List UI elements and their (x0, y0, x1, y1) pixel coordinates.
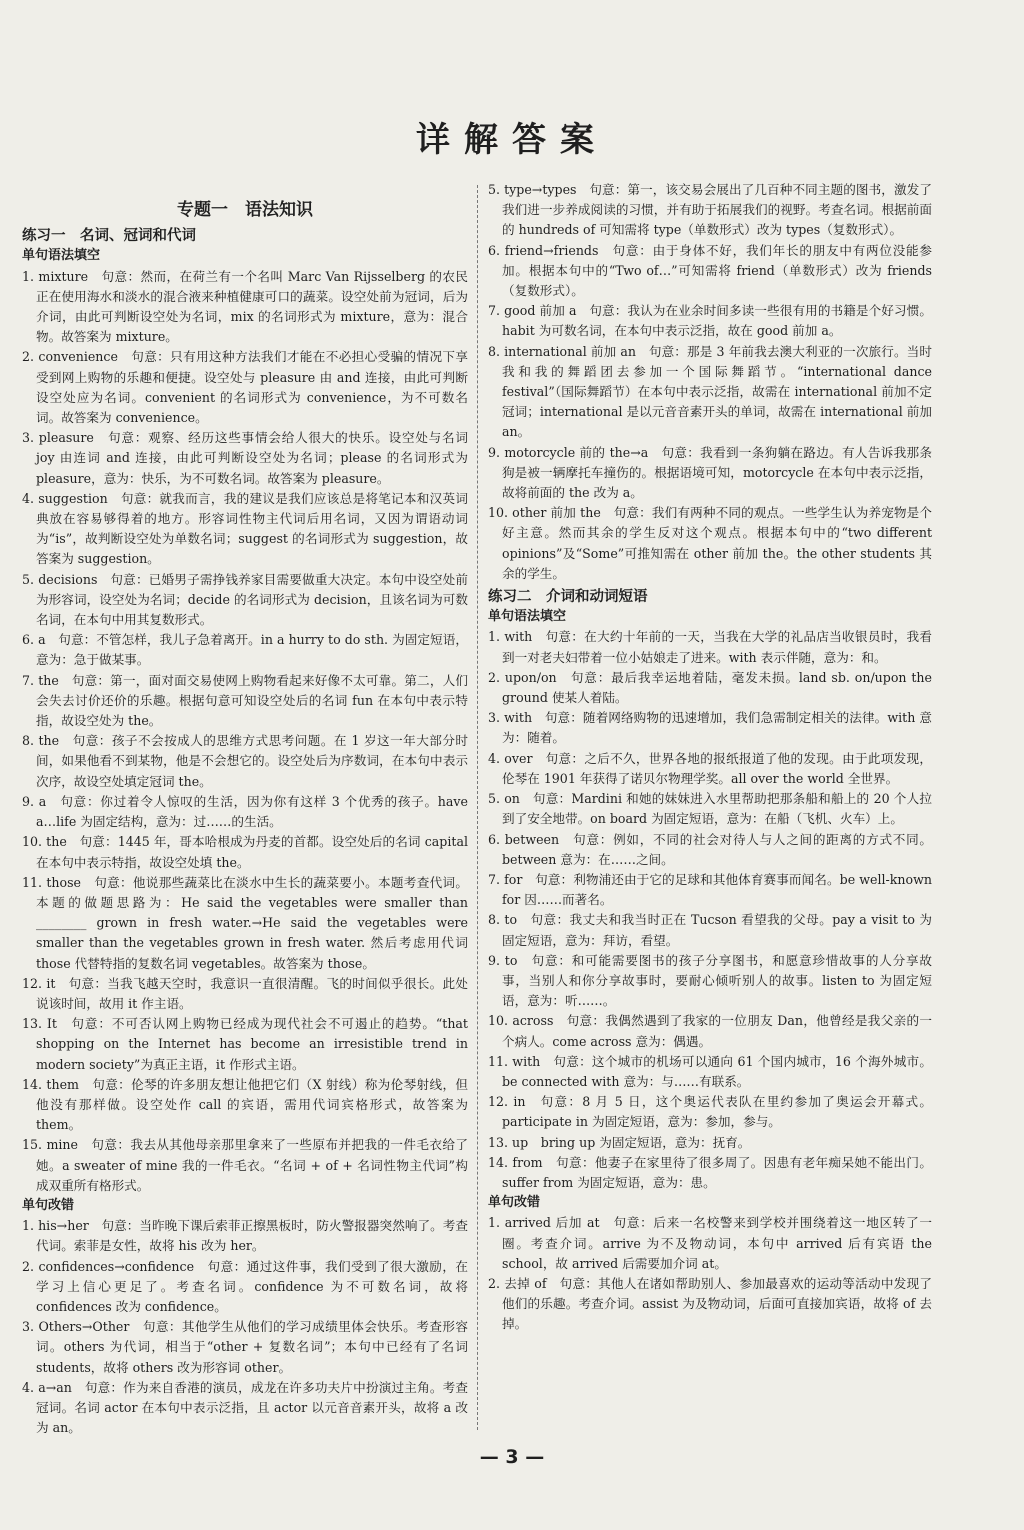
answer-item: 9. to 句意：和可能需要图书的孩子分享图书，和愿意珍惜故事的人分享故事，当别人和你分享故事时，要耐心倾听别人的故事。listen to 为固定短语，意为：听……。 (488, 952, 932, 1009)
exercise-one-title: 练习一 名词、冠词和代词 (22, 228, 196, 245)
exercise-two-title: 练习二 介词和动词短语 (488, 589, 648, 606)
answer-item: 1. mixture 句意：然而，在荷兰有一个名叫 Marc Van Rijsselberg 的农民正在使用海水和淡水的混合液来种植健康可口的蔬菜。设空处前为冠词，后为介词，由此可判断设空处为名词，mix 的名词形式为 mixture，意为：混合物。故答案为 mixture。 (22, 268, 468, 345)
answer-item: 8. international 前加 an 句意：那是 3 年前我去澳大利亚的一次旅行。当时我和我的舞蹈团去参加一个国际舞蹈节。“international dance festival”（国际舞蹈节）在本句中表示泛指，故需在 international 前加不定冠词；international 是以元音音素开头的单词，故需在 international 前加 an。 (488, 343, 932, 440)
answer-item: 10. other 前加 the 句意：我们有两种不同的观点。一些学生认为养宠物是个好主意。然而其余的学生反对这个观点。根据本句中的“two different opinions”及“Some”可推知需在 other 前加 the。the other students 其余的学生。 (488, 505, 932, 581)
answer-item: 11. with 句意：这个城市的机场可以通向 61 个国内城市，16 个海外城市。be connected with 意为：与……有联系。 (488, 1053, 932, 1089)
answer-item: 6. between 句意：例如，不同的社会对待人与人之间的距离的方式不同。between 意为：在……之间。 (488, 831, 932, 867)
answer-item: 3. Others→Other 句意：其他学生从他们的学习成绩里体会快乐。考查形容词。others 为代词，相当于“other + 复数名词”；本句中已经有了名词 students，故将 others 改为形容词 other。 (22, 1319, 468, 1375)
column-divider (477, 185, 478, 1430)
answer-item: 5. type→types 句意：第一，该交易会展出了几百种不同主题的图书，激发了我们进一步养成阅读的习惯，并有助于拓展我们的视野。考查名词。根据前面的 hundreds of 可知需将 type（单数形式）改为 types（复数形式）。 (488, 182, 932, 238)
answer-item: 3. pleasure 句意：观察、经历这些事情会给人很大的快乐。设空处与名词 joy 由连词 and 连接，由此可判断设空处为名词；please 的名词形式为 pleasure，意为：快乐，为不可数名词。故答案为 pleasure。 (22, 430, 468, 486)
answer-item: 13. up bring up 为固定短语，意为：抚育。 (488, 1134, 751, 1150)
answer-item: 10. across 句意：我偶然遇到了我家的一位朋友 Dan，他曾经是我父亲的一个病人。come across 意为：偶遇。 (488, 1013, 932, 1049)
correction-heading: 单句改错 (488, 1195, 541, 1211)
answer-item: 9. motorcycle 前的 the→a 句意：我看到一条狗躺在路边。有人告诉我那条狗是被一辆摩托车撞伤的。根据语境可知，motorcycle 在本句中表示泛指，故将前面的 the 改为 a。 (488, 444, 932, 501)
answer-item: 3. with 句意：随着网络购物的迅速增加，我们急需制定相关的法律。with 意为：随着。 (488, 710, 932, 746)
answer-item: 1. his→her 句意：当昨晚下课后索菲正擦黑板时，防火警报器突然响了。考查代词。索菲是女性，故将 his 改为 her。 (22, 1218, 468, 1254)
answer-item: 12. it 句意：当我飞越天空时，我意识一直很清醒。飞的时间似乎很长。此处说该时间，故用 it 作主语。 (22, 975, 468, 1011)
fill-blank-list (488, 627, 932, 1193)
answer-item: 4. over 句意：之后不久，世界各地的报纸报道了他的发现。由于此项发现，伦琴在 1901 年获得了诺贝尔物理学奖。all over the world 全世界。 (488, 750, 932, 786)
right-column (488, 180, 932, 1335)
answer-item: 7. the 句意：第一，面对面交易使网上购物看起来好像不太可靠。第二，人们会失去讨价还价的乐趣。根据句意可知设空处后的名词 fun 在本句中表示特指，故设空处为 the。 (22, 672, 468, 729)
answer-item: 10. the 句意：1445 年，哥本哈根成为丹麦的首都。设空处后的名词 capital 在本句中表示特指，故设空处填 the。 (22, 834, 468, 870)
answer-item: 2. upon/on 句意：最后我幸运地着陆，毫发未损。land sb. on/upon the ground 使某人着陆。 (488, 669, 932, 706)
answer-item: 13. It 句意：不可否认网上购物已经成为现代社会不可遏止的趋势。“that shopping on the Internet has become an irresistible trend in modern society”为真正主语，it 作形式主语。 (22, 1016, 468, 1072)
answer-item: 7. for 句意：利物浦还由于它的足球和其他体育赛事而闻名。be well-known for 因……而著名。 (488, 871, 932, 908)
answer-item: 14. from 句意：他妻子在家里待了很多周了。因患有老年痴呆她不能出门。suffer from 为固定短语，意为：患。 (488, 1154, 932, 1190)
answer-item: 2. 去掉 of 句意：其他人在诸如帮助别人、参加最喜欢的运动等活动中发现了他们的乐趣。考查介词。assist 为及物动词，后面可直接加宾语，故将 of 去掉。 (488, 1275, 932, 1332)
answer-item: 4. a→an 句意：作为来自香港的演员，成龙在许多功夫片中扮演过主角。考查冠词。名词 actor 在本句中表示泛指，且 actor 以元音音素开头，故将 a 改为 an。 (22, 1379, 468, 1436)
answer-item: 6. friend→friends 句意：由于身体不好，我们年长的朋友中有两位没能参加。根据本句中的“Two of…”可知需将 friend（单数形式）改为 friends（复数形式）。 (488, 242, 932, 299)
answer-item: 12. in 句意：8 月 5 日，这个奥运代表队在里约参加了奥运会开幕式。participate in 为固定短语，意为：参加，参与。 (488, 1094, 932, 1130)
fill-blank-heading: 单句语法填空 (488, 609, 567, 625)
answer-item: 2. convenience 句意：只有用这种方法我们才能在不必担心受骗的情况下享受到网上购物的乐趣和便捷。设空处与 pleasure 由 and 连接，由此可判断设空处应为名词。convenient 的名词形式为 convenience，为不可数名词。故答案为 convenience。 (22, 349, 468, 426)
answer-item: 1. with 句意：在大约十年前的一天，当我在大学的礼品店当收银员时，我看到一对老夫妇带着一位小姑娘走了进来。with 表示伴随，意为：和。 (488, 629, 932, 665)
fill-blank-list (22, 267, 468, 1196)
answer-item: 14. them 句意：伦琴的许多朋友想让他把它们（X 射线）称为伦琴射线，但他没有那样做。设空处作 call 的宾语，需用代词宾格形式，故答案为 them。 (22, 1076, 468, 1133)
answer-item: 4. suggestion 句意：就我而言，我的建议是我们应该总是将笔记本和汉英词典放在容易够得着的地方。形容词性物主代词后用名词，又因为谓语动词为“is”，故判断设空处为单数名词；suggest 的名词形式为 suggestion，故答案为 suggestion。 (22, 490, 468, 567)
answer-item: 9. a 句意：你过着令人惊叹的生活，因为你有这样 3 个优秀的孩子。have a…life 为固定结构，意为：过……的生活。 (22, 793, 468, 830)
answer-item: 5. decisions 句意：已婚男子需挣钱养家目需要做重大决定。本句中设空处前为形容词，设空处为名词；decide 的名词形式为 decision，且该名词为可数名词，在本句中用其复数形式。 (22, 571, 468, 628)
fill-blank-heading: 单句语法填空 (22, 248, 101, 264)
page-title: 详解答案 (416, 120, 608, 160)
answer-item: 7. good 前加 a 句意：我认为在业余时间多读一些很有用的书籍是个好习惯。habit 为可数名词，在本句中表示泛指，故在 good 前加 a。 (488, 303, 932, 339)
answer-item: 8. the 句意：孩子不会按成人的思维方式思考问题。在 1 岁这一年大部分时间，如果他看不到某物，他是不会想它的。设空处后为序数词，在本句中表示次序，故设空处填定冠词 the。 (22, 733, 468, 789)
page-number: — 3 — (479, 1446, 545, 1468)
answer-item: 1. arrived 后加 at 句意：后来一名校警来到学校并围绕着这一地区转了一圈。考查介词。arrive 为不及物动词，本句中 arrived 后有宾语 the school，故 arrived 后需要加介词 at。 (488, 1215, 932, 1271)
answer-item: 15. mine 句意：我去从其他母亲那里拿来了一些原布并把我的一件毛衣给了她。a sweater of mine 我的一件毛衣。“名词 + of + 名词性物主代词”构成双重所有格形式。 (22, 1137, 468, 1193)
answer-item: 8. to 句意：我丈夫和我当时正在 Tucson 看望我的父母。pay a visit to 为固定短语，意为：拜访，看望。 (488, 912, 932, 948)
answer-item: 6. a 句意：不管怎样，我儿子急着离开。in a hurry to do sth. 为固定短语，意为：急于做某事。 (22, 632, 468, 668)
correction-heading: 单句改错 (22, 1197, 75, 1213)
correction-continued-list (488, 180, 932, 584)
section-title: 专题一 语法知识 (177, 200, 313, 220)
answer-item: 5. on 句意：Mardini 和她的妹妹进入水里帮助把那条船和船上的 20 个人拉到了安全地带。on board 为固定短语，意为：在船（飞机、火车）上。 (488, 791, 932, 827)
answer-item: 2. confidences→confidence 句意：通过这件事，我们受到了很大激励，在学习上信心更足了。考查名词。confidence 为不可数名词，故将 confidences 改为 confidence。 (22, 1258, 468, 1314)
correction-list (22, 1216, 468, 1438)
left-column (22, 180, 468, 1438)
answer-item: 11. those 句意：他说那些蔬菜比在淡水中生长的蔬菜要小。本题考查代词。本题的做题思路为：He said the vegetables were smaller than ________ grown in fresh water.→He said the vegetables were smaller than the vegetables grown in fresh water. 然后考虑用代词 those 代替特指的复数名词 vegetables。故答案为 those。 (22, 874, 468, 971)
correction-list (488, 1213, 932, 1334)
